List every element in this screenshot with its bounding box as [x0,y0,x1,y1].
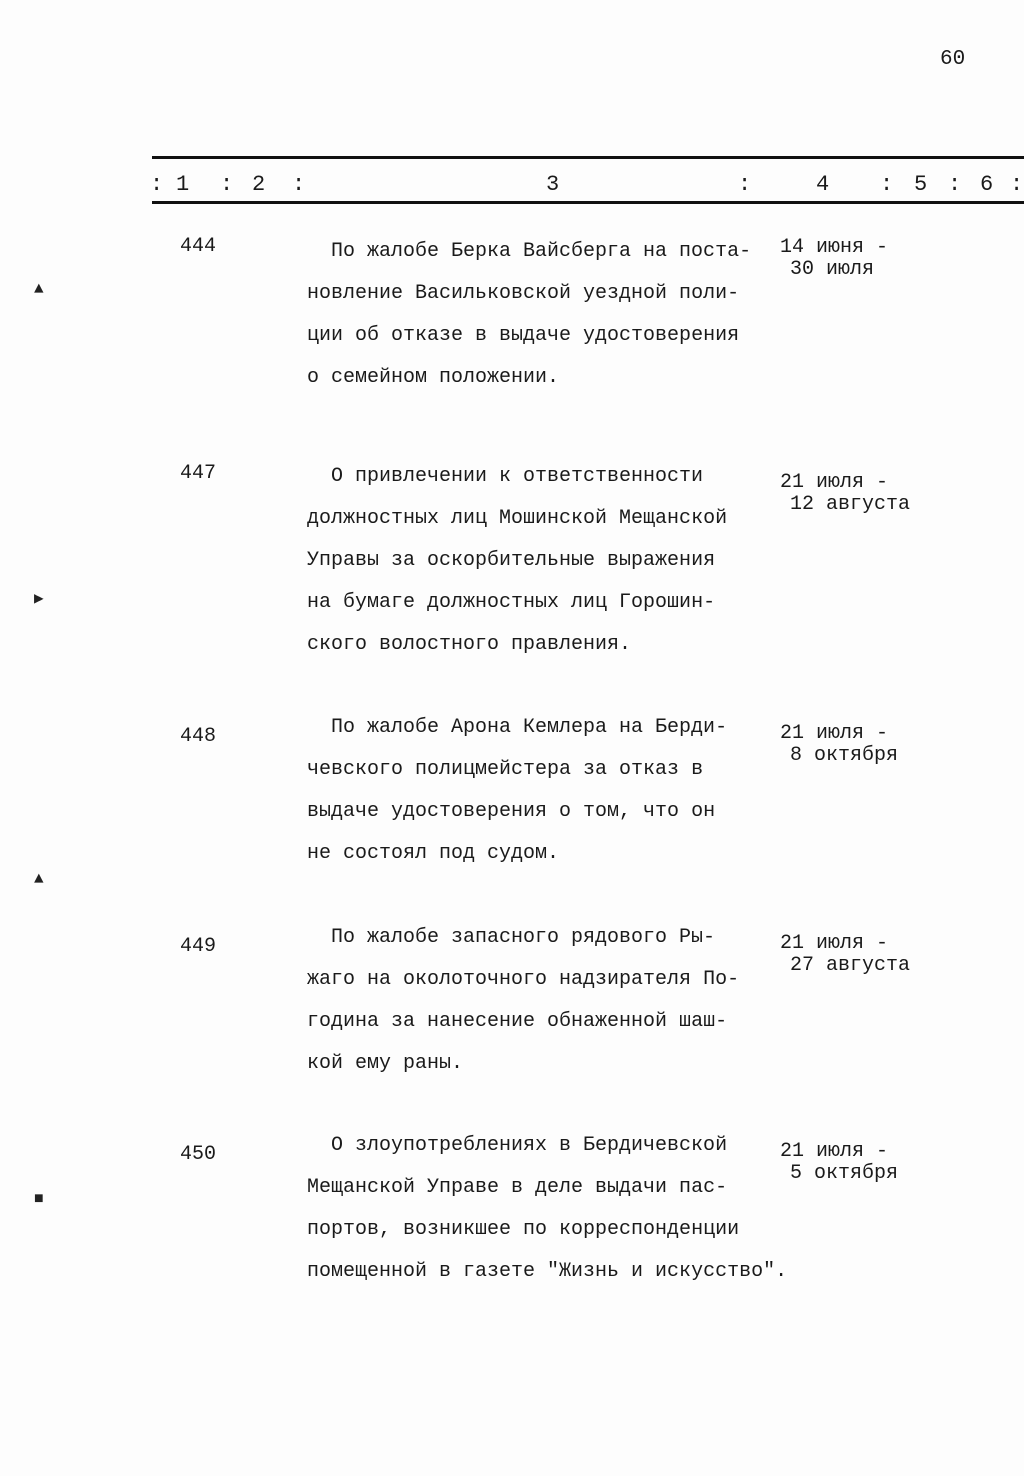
header-separator: : [948,172,962,197]
header-separator: : [292,172,306,197]
date-line: 21 июля - [780,1140,889,1163]
date-line: 8 октября [790,744,899,767]
entry-dates [780,1141,898,1185]
date-line: 27 августа [790,954,911,977]
description-line: По жалобе Арона Кемлера на Берди- [331,716,728,739]
description-line: о семейном положении. [307,366,560,389]
binding-hole-mark: ▲ [34,280,44,298]
date-line: 5 октября [790,1162,899,1185]
entry-dates [780,237,888,281]
date-line: 21 июля - [780,932,889,955]
description-line: ского волостного правления. [307,633,632,656]
header-col-5: 5 [914,172,928,197]
entry-description [307,456,727,666]
description-line: Управы за оскорбительные выражения [307,549,716,572]
header-col-1: 1 [176,172,190,197]
description-line: не состоял под судом. [307,842,560,865]
entry-number: 448 [180,725,217,748]
header-separator: : [1010,172,1024,197]
description-line: По жалобе запасного рядового Ры- [331,926,716,949]
entry-description [307,707,727,875]
entry-dates [780,472,910,516]
description-line: ции об отказе в выдаче удостоверения [307,324,740,347]
entry-dates [780,933,910,977]
header-separator: : [738,172,752,197]
description-line: на бумаге должностных лиц Горошин- [307,591,716,614]
description-line: портов, возникшее по корреспонденции [307,1218,740,1241]
entry-number: 449 [180,935,217,958]
header-col-4: 4 [816,172,830,197]
description-line: новление Васильковской уездной поли- [307,282,740,305]
header-col-3: 3 [546,172,560,197]
binding-hole-mark: ▲ [34,870,44,888]
description-line: чевского полицмейстера за отказ в [307,758,704,781]
description-line: должностных лиц Мошинской Мещанской [307,507,728,530]
entry-number: 444 [180,235,217,258]
entry-description [307,231,751,399]
binding-hole-mark: ■ [34,1190,44,1208]
date-line: 30 июля [790,258,875,281]
header-separator: : [880,172,894,197]
description-line: година за нанесение обнаженной шаш- [307,1010,728,1033]
description-line: Мещанской Управе в деле выдачи пас- [307,1176,728,1199]
page-number: 60 [940,48,966,71]
date-line: 21 июля - [780,722,889,745]
description-line: О злоупотреблениях в Бердичевской [331,1134,728,1157]
header-separator: : [220,172,234,197]
description-line: По жалобе Берка Вайсберга на поста- [331,240,752,263]
binding-hole-mark: ▶ [34,590,44,608]
description-line: помещенной в газете "Жизнь и искусство". [307,1260,788,1283]
table-header-rule [152,201,1024,204]
header-col-2: 2 [252,172,266,197]
header-separator: : [150,172,164,197]
header-col-6: 6 [980,172,994,197]
entry-description [307,917,739,1085]
description-line: выдаче удостоверения о том, что он [307,800,716,823]
description-line: жаго на околоточного надзирателя По- [307,968,740,991]
entry-number: 447 [180,462,217,485]
description-line: О привлечении к ответственности [331,465,704,488]
date-line: 14 июня - [780,236,889,259]
entry-description [307,1125,787,1293]
table-top-rule [152,156,1024,159]
entry-number: 450 [180,1143,217,1166]
date-line: 21 июля - [780,471,889,494]
entry-dates [780,723,898,767]
date-line: 12 августа [790,493,911,516]
description-line: кой ему раны. [307,1052,464,1075]
